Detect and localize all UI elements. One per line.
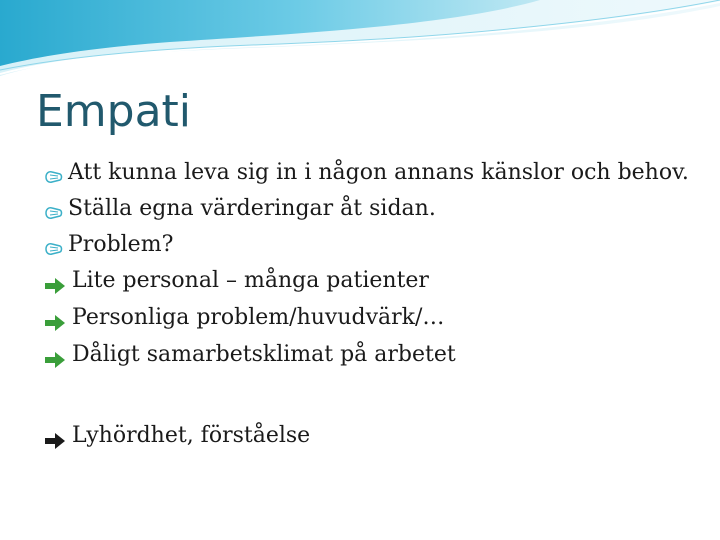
arrow-right-icon (44, 303, 72, 340)
bullet-item (44, 194, 704, 230)
slide-title: Empati (36, 86, 192, 137)
sub-item-text: Personliga problem/huvudvärk/… (72, 305, 445, 330)
conclusion-item (44, 421, 704, 458)
sub-item (44, 340, 704, 377)
scroll-bullet-icon (44, 230, 68, 266)
sub-item-text: Dåligt samarbetsklimat på arbetet (72, 342, 456, 367)
conclusion-text: Lyhördhet, förståelse (72, 423, 311, 448)
scroll-bullet-icon (44, 158, 68, 194)
arrow-right-icon (44, 421, 72, 458)
sub-item (44, 303, 704, 340)
bullet-item (44, 230, 704, 266)
bullet-item (44, 158, 704, 194)
bullet-text: Problem? (68, 232, 174, 257)
bullet-text: Ställa egna värderingar åt sidan. (68, 196, 436, 221)
spacer (44, 377, 704, 421)
arrow-right-icon (44, 340, 72, 377)
slide-body (44, 158, 704, 458)
header-wave-decoration (0, 0, 720, 80)
arrow-right-icon (44, 266, 72, 303)
bullet-text: Att kunna leva sig in i någon annans känslor och behov. (68, 160, 689, 185)
scroll-bullet-icon (44, 194, 68, 230)
sub-item (44, 266, 704, 303)
sub-item-text: Lite personal – många patienter (72, 268, 429, 293)
